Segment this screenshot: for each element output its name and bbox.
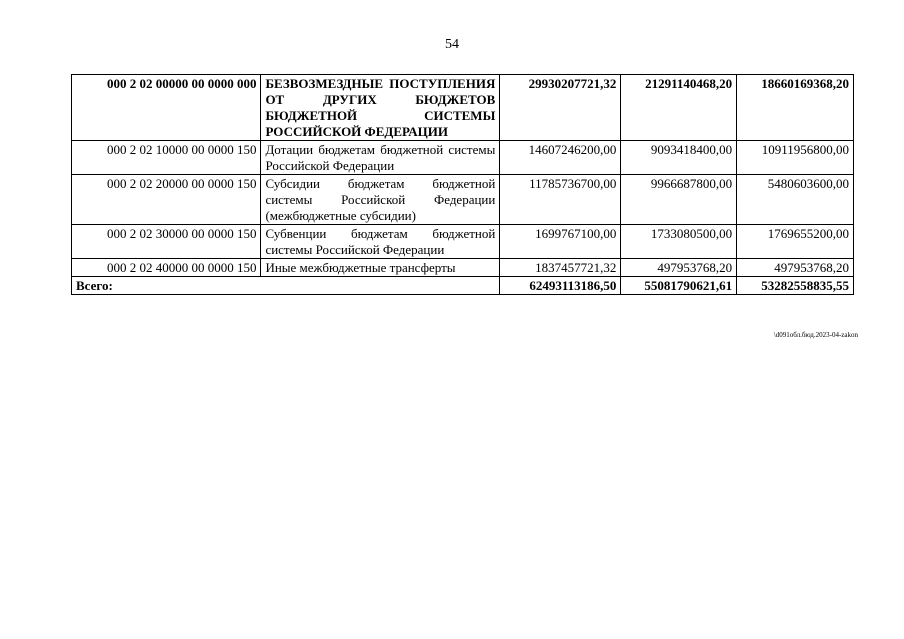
row-code: 000 2 02 30000 00 0000 150 — [72, 225, 261, 259]
row-year2-amount: 1733080500,00 — [621, 225, 737, 259]
row-code: 000 2 02 00000 00 0000 000 — [72, 75, 261, 141]
row-code: 000 2 02 10000 00 0000 150 — [72, 141, 261, 175]
table-row — [72, 141, 854, 175]
total-year3-amount: 53282558835,55 — [737, 277, 854, 295]
row-year3-amount: 497953768,20 — [737, 259, 854, 277]
row-year3-amount: 10911956800,00 — [737, 141, 854, 175]
row-name: Дотации бюджетам бюджетной системы Российской Федерации — [261, 141, 500, 175]
row-year1-amount: 14607246200,00 — [500, 141, 621, 175]
total-label: Всего: — [72, 277, 500, 295]
table-row — [72, 175, 854, 225]
row-code: 000 2 02 40000 00 0000 150 — [72, 259, 261, 277]
table-row — [72, 75, 854, 141]
row-year2-amount: 9093418400,00 — [621, 141, 737, 175]
row-name: БЕЗВОЗМЕЗДНЫЕ ПОСТУПЛЕНИЯ ОТ ДРУГИХ БЮДЖЕТОВ БЮДЖЕТНОЙ СИСТЕМЫ РОССИЙСКОЙ ФЕДЕРАЦИИ — [261, 75, 500, 141]
row-year3-amount: 5480603600,00 — [737, 175, 854, 225]
table-row — [72, 259, 854, 277]
row-year1-amount: 11785736700,00 — [500, 175, 621, 225]
row-name: Иные межбюджетные трансферты — [261, 259, 500, 277]
row-year3-amount: 18660169368,20 — [737, 75, 854, 141]
page-number: 54 — [445, 37, 459, 52]
row-year2-amount: 497953768,20 — [621, 259, 737, 277]
total-row — [72, 277, 854, 295]
row-year2-amount: 21291140468,20 — [621, 75, 737, 141]
row-code: 000 2 02 20000 00 0000 150 — [72, 175, 261, 225]
row-year3-amount: 1769655200,00 — [737, 225, 854, 259]
row-name: Субсидии бюджетам бюджетной системы Российской Федерации (межбюджетные субсидии) — [261, 175, 500, 225]
row-year2-amount: 9966687800,00 — [621, 175, 737, 225]
total-year2-amount: 55081790621,61 — [621, 277, 737, 295]
table-row — [72, 225, 854, 259]
row-year1-amount: 1837457721,32 — [500, 259, 621, 277]
total-year1-amount: 62493113186,50 — [500, 277, 621, 295]
document-file-code: \d091обл.бюд.2023-04-zakon — [773, 331, 858, 339]
row-name: Субвенции бюджетам бюджетной системы Российской Федерации — [261, 225, 500, 259]
budget-revenue-table — [71, 74, 854, 295]
row-year1-amount: 29930207721,32 — [500, 75, 621, 141]
row-year1-amount: 1699767100,00 — [500, 225, 621, 259]
